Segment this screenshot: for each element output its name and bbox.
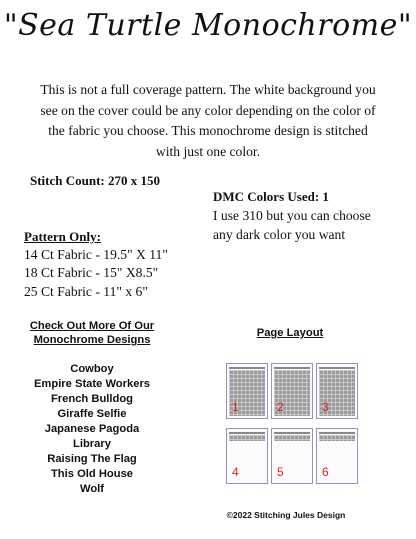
- more-designs-heading-line1: Check Out More Of Our: [29, 320, 155, 332]
- page-number: 5: [277, 465, 284, 479]
- page-thumbnail-5: [271, 428, 313, 484]
- page-title: "Sea Turtle Monochrome": [3, 8, 413, 43]
- stitch-count: Stitch Count: 270 x 150: [30, 173, 161, 188]
- page-header-strip: [229, 432, 265, 434]
- copyright-text: ©2022 Stitching Jules Design: [226, 510, 346, 520]
- list-item: French Bulldog: [50, 393, 134, 405]
- more-designs-heading-line2: Monochrome Designs: [33, 334, 151, 346]
- list-item: Wolf: [79, 483, 105, 495]
- dmc-heading: DMC Colors Used: 1: [213, 189, 329, 204]
- page-header-strip: [229, 367, 265, 369]
- pattern-size-14ct: 14 Ct Fabric - 19.5" X 11": [24, 247, 168, 262]
- dmc-note-line2: any dark color you want: [213, 227, 346, 242]
- list-item: Giraffe Selfie: [57, 408, 127, 420]
- page-layout-heading: Page Layout: [256, 327, 324, 339]
- page-header-strip: [319, 367, 355, 369]
- list-item: Library: [73, 438, 111, 450]
- intro-paragraph: This is not a full coverage pattern. The white background you see on the cover could be any color depending on the color of the fabric you choose. This monochrome design is stitched with just one color.: [40, 82, 376, 159]
- page-number: 1: [232, 400, 239, 414]
- page-number: 6: [322, 465, 329, 479]
- pattern-size-18ct: 18 Ct Fabric - 15" X8.5": [24, 265, 159, 280]
- page-header-strip: [274, 367, 310, 369]
- page-number: 4: [232, 465, 239, 479]
- dmc-note-line1: I use 310 but you can choose: [213, 208, 371, 223]
- list-item: Raising The Flag: [47, 453, 137, 465]
- pattern-heading: Pattern Only:: [24, 229, 101, 244]
- page-header-strip: [319, 432, 355, 434]
- chart-grid-preview: [229, 435, 265, 441]
- list-item: Japanese Pagoda: [44, 423, 140, 435]
- pattern-size-25ct: 25 Ct Fabric - 11" x 6": [24, 284, 148, 299]
- page-thumbnail-4: [226, 428, 268, 484]
- chart-grid-preview: [274, 435, 310, 441]
- list-item: Cowboy: [70, 363, 114, 375]
- page-number: 2: [277, 400, 284, 414]
- page-thumbnail-6: [316, 428, 358, 484]
- list-item: Empire State Workers: [33, 378, 151, 390]
- page-header-strip: [274, 432, 310, 434]
- page-number: 3: [322, 400, 329, 414]
- chart-grid-preview: [319, 435, 355, 441]
- list-item: This Old House: [50, 468, 134, 480]
- page-thumbnail-2: [271, 363, 313, 419]
- designs-list: [14, 362, 170, 497]
- page-thumbnail-3: [316, 363, 358, 419]
- page-thumbnail-1: [226, 363, 268, 419]
